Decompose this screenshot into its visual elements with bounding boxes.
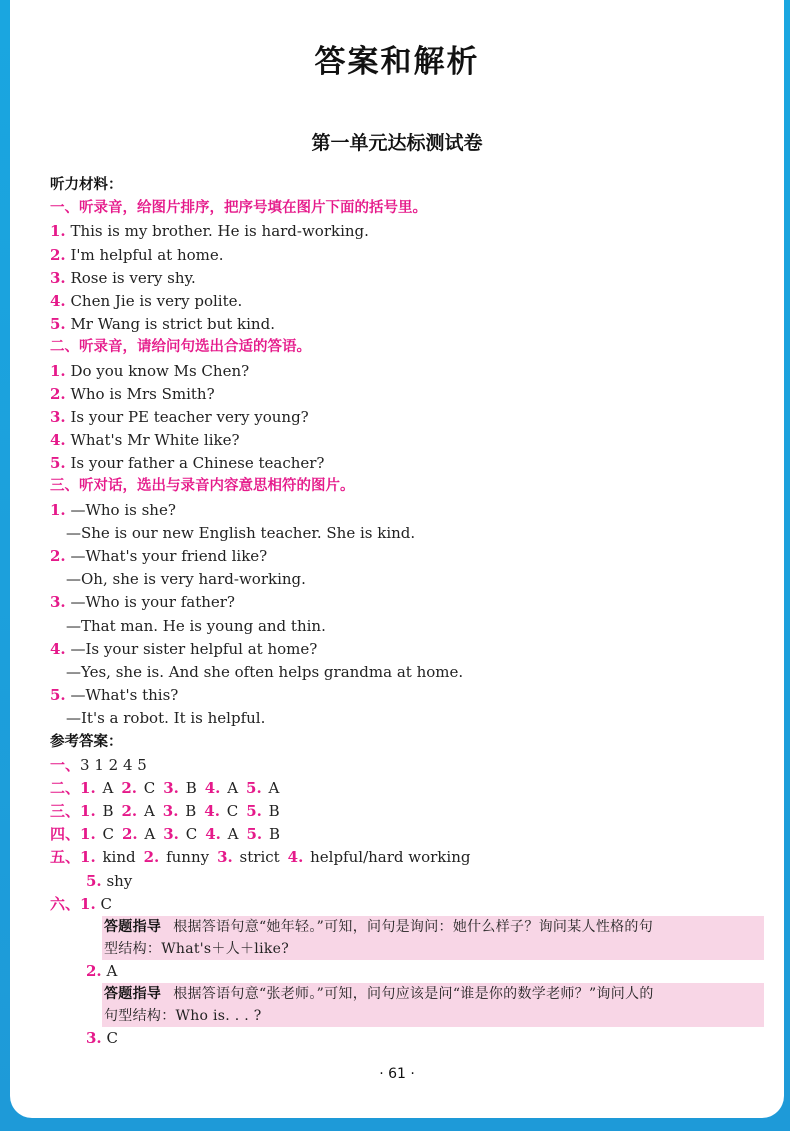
- item-number: 4.: [204, 778, 221, 797]
- dialog-answer: —It's a robot. It is helpful.: [66, 709, 266, 728]
- item-number: 1.: [50, 361, 66, 380]
- item-number: 2.: [121, 825, 138, 844]
- item-text: Rose is very shy.: [70, 268, 196, 287]
- item-text: Mr Wang is strict but kind.: [70, 315, 275, 334]
- item-number: 5.: [246, 802, 262, 821]
- answer-value: A: [106, 962, 118, 980]
- item-text: Who is Mrs Smith?: [70, 384, 215, 403]
- list-item: [50, 220, 764, 243]
- answer-value: A: [144, 825, 156, 844]
- hint-line: 句型结构：Who is. . . ?: [104, 1008, 262, 1025]
- section-2-heading: 二、听录音，请给问句选出合适的答语。: [50, 339, 311, 356]
- item-number: 3.: [50, 268, 66, 287]
- item-number: 2.: [50, 384, 66, 403]
- list-item: [50, 290, 764, 313]
- item-number: 4.: [50, 639, 66, 658]
- question-text: —What's this?: [70, 686, 179, 705]
- hint-text: 根据答语句意“张老师。”可知，问句应该是问“谁是你的数学老师？”询问人的: [173, 986, 654, 1003]
- item-text: Do you know Ms Chen?: [70, 361, 250, 380]
- answer-value: C: [143, 778, 156, 797]
- answer-value: kind: [102, 848, 136, 867]
- answer-value: A: [143, 802, 155, 821]
- answer-value: helpful/hard working: [310, 848, 471, 867]
- answer-row-3: [50, 800, 764, 823]
- item-number: 3.: [163, 825, 179, 844]
- answer-row-label: 五、: [50, 848, 81, 867]
- hint-line: [104, 983, 762, 1005]
- answer-value: shy: [106, 871, 133, 890]
- dialog-question: [50, 499, 764, 522]
- hint-tag: 答题指导: [104, 986, 162, 1003]
- answer-row-label: 六、: [50, 894, 81, 913]
- item-number: 5.: [50, 686, 66, 705]
- item-text: What's Mr White like?: [70, 431, 240, 450]
- answer-row-2: [50, 777, 764, 800]
- answer-value: B: [268, 802, 280, 821]
- answer-value: A: [227, 778, 239, 797]
- dialog-question: [50, 684, 764, 707]
- answer-row-1: [50, 754, 764, 777]
- section-1-heading: 一、听录音，给图片排序，把序号填在图片下面的括号里。: [50, 200, 427, 217]
- item-number: 1.: [80, 848, 96, 867]
- item-number: 5.: [50, 454, 66, 473]
- item-number: 4.: [50, 291, 66, 310]
- item-number: 5.: [86, 871, 102, 890]
- dialog-answer: —Yes, she is. And she often helps grandma at home.: [66, 662, 464, 681]
- item-number: 2.: [121, 802, 138, 821]
- page-number: · 61 ·: [379, 1066, 415, 1082]
- item-number: 4.: [204, 802, 220, 821]
- hint-text: 根据答语句意“她年轻。”可知，问句是询问：她什么样子？询问某人性格的句: [173, 919, 654, 935]
- answer-row-label: 一、: [50, 755, 81, 774]
- answer-row-6-2: [50, 960, 764, 983]
- page-sheet: [10, 0, 784, 1118]
- dialog-answer: —That man. He is young and thin.: [66, 616, 326, 635]
- answer-row-5: [50, 846, 764, 869]
- item-number: 2.: [50, 245, 66, 264]
- list-item: [50, 244, 764, 267]
- item-number: 4.: [287, 848, 304, 867]
- dialog-question: [50, 545, 764, 568]
- answer-hint: [102, 916, 764, 960]
- dialog-question: [50, 638, 764, 661]
- item-number: 1.: [80, 894, 96, 913]
- list-item: [50, 360, 764, 383]
- item-number: 5.: [50, 315, 66, 334]
- item-number: 3.: [217, 848, 233, 867]
- item-number: 2.: [86, 962, 102, 980]
- question-text: —Is your sister helpful at home?: [70, 639, 318, 658]
- answer-value: C: [100, 894, 112, 913]
- item-text: Chen Jie is very polite.: [70, 291, 243, 310]
- answer-value: C: [106, 1029, 118, 1048]
- list-item: [50, 313, 764, 336]
- answer-value: A: [268, 778, 280, 797]
- page-title: 答案和解析: [314, 44, 480, 80]
- dialog-answer: —Oh, she is very hard-working.: [66, 570, 306, 589]
- answer-value: 3 1 2 4 5: [80, 755, 147, 774]
- item-text: I'm helpful at home.: [70, 245, 224, 264]
- list-item: [50, 452, 764, 475]
- answer-row-5-cont: [50, 870, 764, 893]
- answer-value: A: [227, 825, 239, 844]
- item-number: 3.: [163, 778, 179, 797]
- answer-row-label: 四、: [50, 825, 81, 844]
- test-title: 第一单元达标测试卷: [311, 132, 483, 154]
- list-item: [50, 383, 764, 406]
- item-number: 5.: [246, 825, 263, 844]
- answers-label: 参考答案：: [50, 733, 123, 750]
- item-number: 2.: [143, 848, 160, 867]
- item-number: 1.: [80, 778, 96, 797]
- item-number: 2.: [121, 778, 137, 797]
- item-text: Is your father a Chinese teacher?: [70, 454, 325, 473]
- answer-row-label: 二、: [50, 778, 81, 797]
- item-text: This is my brother. He is hard-working.: [70, 222, 369, 241]
- dialog-answer: —She is our new English teacher. She is kind.: [66, 523, 416, 542]
- hint-tag: 答题指导: [104, 919, 162, 935]
- content-body: [50, 174, 764, 1050]
- answer-value: C: [185, 825, 198, 844]
- answer-value: B: [185, 802, 197, 821]
- answer-row-6: [50, 893, 764, 916]
- answer-hint: [102, 983, 764, 1027]
- item-number: 4.: [205, 825, 221, 844]
- hint-line: 型结构：What's＋人＋like?: [104, 941, 290, 957]
- dialog-question: [50, 591, 764, 614]
- item-text: Is your PE teacher very young?: [70, 407, 309, 426]
- item-number: 2.: [50, 547, 66, 565]
- answer-value: A: [102, 778, 114, 797]
- list-item: [50, 429, 764, 452]
- answer-value: B: [185, 778, 197, 797]
- item-number: 4.: [50, 431, 66, 450]
- item-number: 3.: [50, 407, 66, 426]
- hint-line: [104, 916, 762, 938]
- answer-value: B: [268, 825, 280, 844]
- item-number: 3.: [86, 1029, 102, 1048]
- answer-row-4: [50, 823, 764, 846]
- answer-value: strict: [239, 848, 280, 867]
- answer-value: B: [102, 802, 114, 821]
- item-number: 1.: [50, 500, 66, 519]
- list-item: [50, 406, 764, 429]
- question-text: —Who is your father?: [70, 593, 235, 612]
- answer-row-6-3: [50, 1027, 764, 1050]
- answer-value: C: [102, 825, 114, 844]
- question-text: —What's your friend like?: [70, 547, 268, 565]
- item-number: 1.: [80, 802, 96, 821]
- answer-value: C: [226, 802, 239, 821]
- listening-label: 听力材料：: [50, 177, 123, 193]
- item-number: 5.: [246, 778, 262, 797]
- item-number: 3.: [162, 802, 179, 821]
- answer-row-label: 三、: [50, 802, 81, 821]
- list-item: [50, 267, 764, 290]
- answer-value: funny: [166, 848, 210, 867]
- question-text: —Who is she?: [70, 500, 176, 519]
- item-number: 3.: [50, 593, 66, 612]
- item-number: 1.: [50, 222, 66, 241]
- item-number: 1.: [80, 825, 96, 844]
- section-3-heading: 三、听对话，选出与录音内容意思相符的图片。: [50, 478, 355, 495]
